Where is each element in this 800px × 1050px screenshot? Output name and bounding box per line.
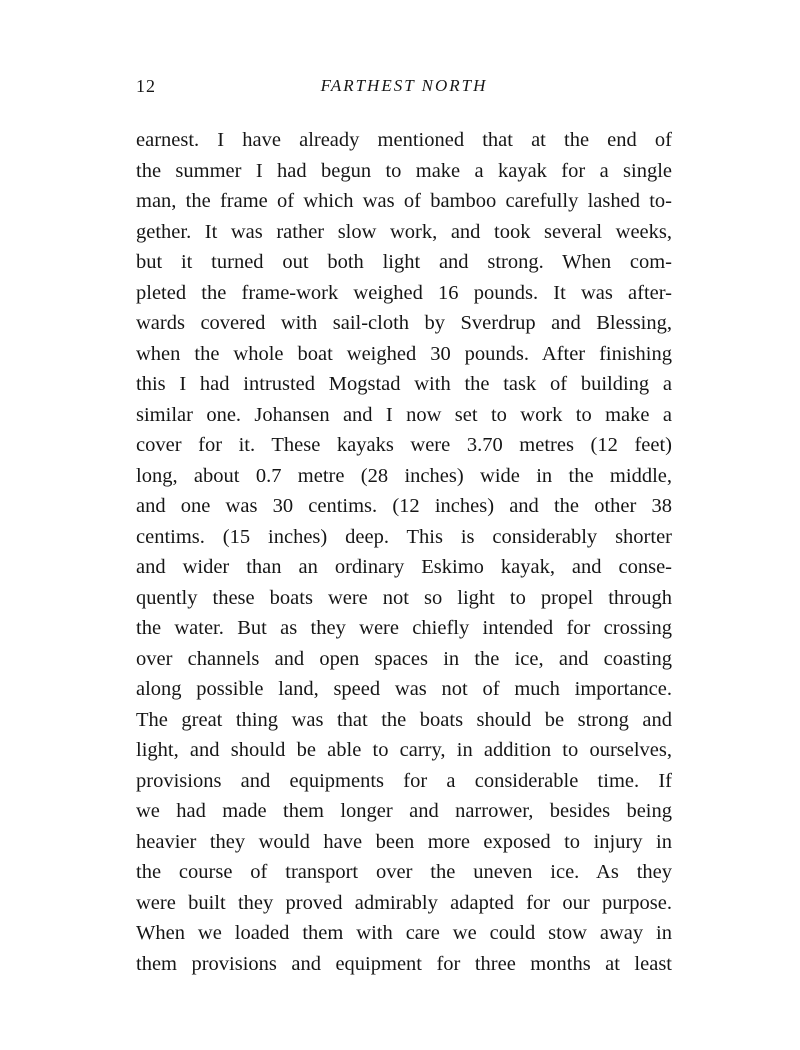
page-number: 12 xyxy=(136,76,156,96)
text-line: wards covered with sail-cloth by Sverdrup and Blessing, xyxy=(136,312,672,334)
text-line: the summer I had begun to make a kayak for a single xyxy=(136,159,672,182)
text-line: long, about 0.7 metre (28 inches) wide in the middle, xyxy=(136,464,672,487)
text-line: were built they proved admirably adapted for our purpose. xyxy=(136,891,672,914)
text-line: the course of transport over the uneven ice. As they xyxy=(136,861,672,883)
text-line: heavier they would have been more exposed to injury in xyxy=(136,830,672,853)
running-head xyxy=(136,76,672,100)
text-line: but it turned out both light and strong. When com- xyxy=(136,251,672,273)
text-line: when the whole boat weighed 30 pounds. After finishing xyxy=(136,342,672,365)
text-line: along possible land, speed was not of much importance. xyxy=(136,678,672,700)
book-title: FARTHEST NORTH xyxy=(320,76,488,95)
text-line: provisions and equipments for a considerable time. If xyxy=(136,769,672,792)
text-line: and one was 30 centims. (12 inches) and the other 38 xyxy=(136,495,672,517)
text-line: light, and should be able to carry, in addition to ourselves, xyxy=(136,739,672,761)
text-line: them provisions and equipment for three months at least xyxy=(136,952,672,975)
text-line: over channels and open spaces in the ice, and coasting xyxy=(136,647,672,670)
text-line: and wider than an ordinary Eskimo kayak, and conse- xyxy=(136,556,672,578)
text-line: this I had intrusted Mogstad with the task of building a xyxy=(136,373,672,395)
body-text xyxy=(136,125,672,979)
text-line: centims. (15 inches) deep. This is considerably shorter xyxy=(136,525,672,548)
text-line: man, the frame of which was of bamboo carefully lashed to- xyxy=(136,190,672,212)
text-line: similar one. Johansen and I now set to work to make a xyxy=(136,403,672,426)
text-line: When we loaded them with care we could stow away in xyxy=(136,922,672,944)
text-line: gether. It was rather slow work, and took several weeks, xyxy=(136,220,672,243)
text-line: The great thing was that the boats should be strong and xyxy=(136,708,672,731)
text-line: quently these boats were not so light to propel through xyxy=(136,586,672,609)
text-line: earnest. I have already mentioned that at the end of xyxy=(136,129,672,151)
text-line: pleted the frame-work weighed 16 pounds. It was after- xyxy=(136,281,672,304)
text-line: cover for it. These kayaks were 3.70 metres (12 feet) xyxy=(136,434,672,456)
text-line: we had made them longer and narrower, besides being xyxy=(136,800,672,822)
text-line: the water. But as they were chiefly intended for crossing xyxy=(136,617,672,639)
